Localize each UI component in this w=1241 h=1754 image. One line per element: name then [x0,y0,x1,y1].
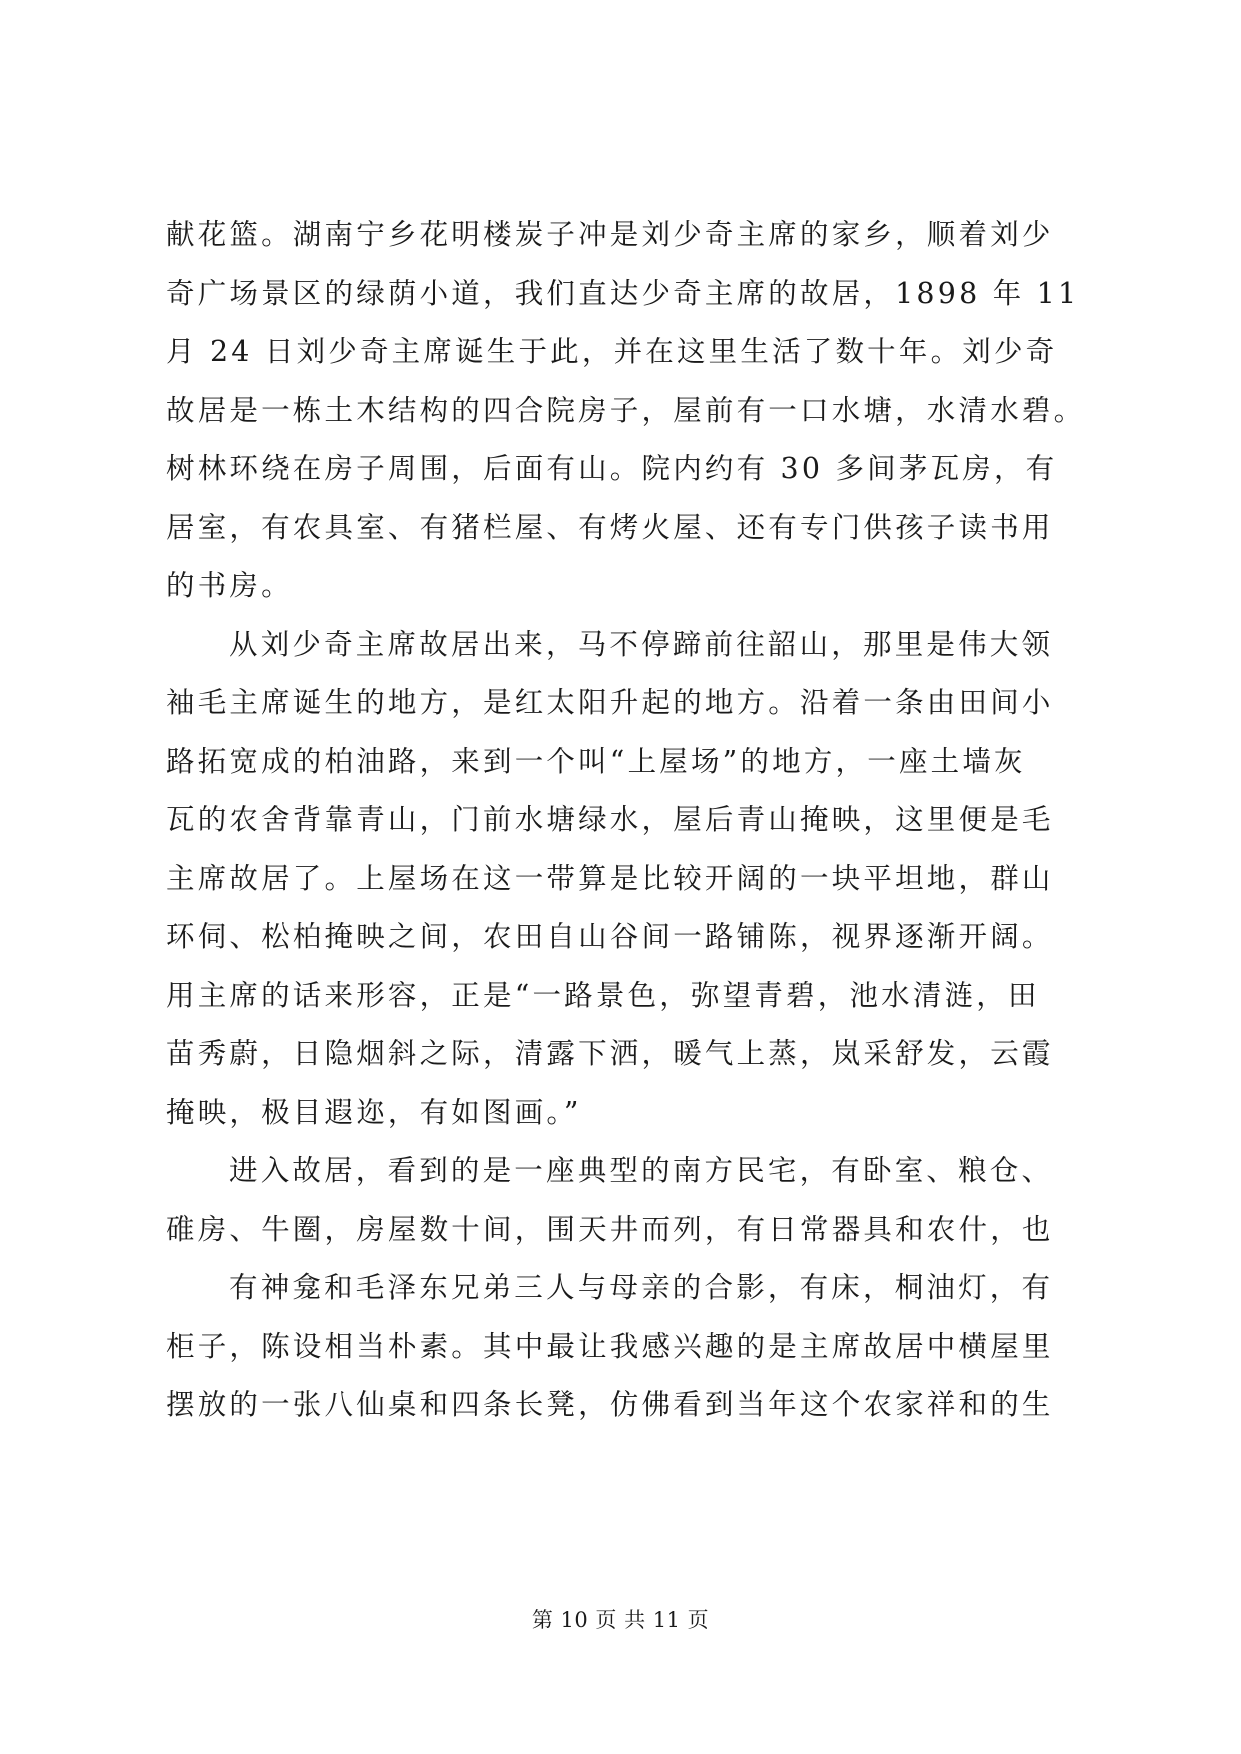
paragraph-2 [166,616,1078,1143]
text-line: 月 24 日刘少奇主席诞生于此，并在这里生活了数十年。刘少奇 [166,335,1058,368]
text-line: 主席故居了。上屋场在这一带算是比较开阔的一块平坦地，群山 [166,861,1054,895]
paragraph-3 [166,1142,1078,1259]
text-line: 袖毛主席诞生的地方，是红太阳升起的地方。沿着一条由田间小 [166,686,1054,719]
text-line: 摆放的一张八仙桌和四条长凳，仿佛看到当年这个农家祥和的生 [166,1388,1054,1421]
text-line: 用主席的话来形容，正是“一路景色，弥望青碧，池水清涟，田 [166,978,1040,1012]
text-line: 故居是一栋土木结构的四合院房子，屋前有一口水塘，水清水碧。 [166,393,1086,427]
text-line: 苗秀蔚，日隐烟斜之际，清露下洒，暖气上蒸，岚采舒发，云霞 [166,1037,1054,1070]
text-line: 进入故居，看到的是一座典型的南方民宅，有卧室、粮仓、 [229,1154,1054,1187]
text-line: 路拓宽成的柏油路，来到一个叫“上屋场”的地方，一座土墙灰 [166,744,1026,778]
text-line: 献花篮。湖南宁乡花明楼炭子冲是刘少奇主席的家乡，顺着刘少 [166,218,1054,251]
text-line: 树林环绕在房子周围，后面有山。院内约有 30 多间茅瓦房，有 [166,452,1058,485]
body-text [166,206,1086,1435]
text-line: 环伺、松柏掩映之间，农田自山谷间一路铺陈，视界逐渐开阔。 [166,920,1054,953]
text-line: 从刘少奇主席故居出来，马不停蹄前往韶山，那里是伟大领 [229,627,1054,661]
text-line: 柜子，陈设相当朴素。其中最让我感兴趣的是主席故居中横屋里 [166,1329,1054,1363]
paragraph-4 [166,1259,1078,1435]
text-line: 奇广场景区的绿荫小道，我们直达少奇主席的故居，1898 年 11 [166,276,1080,310]
paragraph-1 [166,206,1086,616]
text-line: 居室，有农具室、有猪栏屋、有烤火屋、还有专门供孩子读书用 [166,510,1054,544]
page-number-footer: 第 10 页 共 11 页 [531,1608,710,1632]
text-line: 瓦的农舍背靠青山，门前水塘绿水，屋后青山掩映，这里便是毛 [166,803,1054,836]
text-line: 的书房。 [166,569,293,602]
text-line: 有神龛和毛泽东兄弟三人与母亲的合影，有床，桐油灯，有 [229,1271,1054,1304]
text-line: 掩映，极目遐迩，有如图画。” [166,1095,582,1129]
text-line: 碓房、牛圈，房屋数十间，围天井而列，有日常器具和农什，也 [166,1212,1054,1246]
